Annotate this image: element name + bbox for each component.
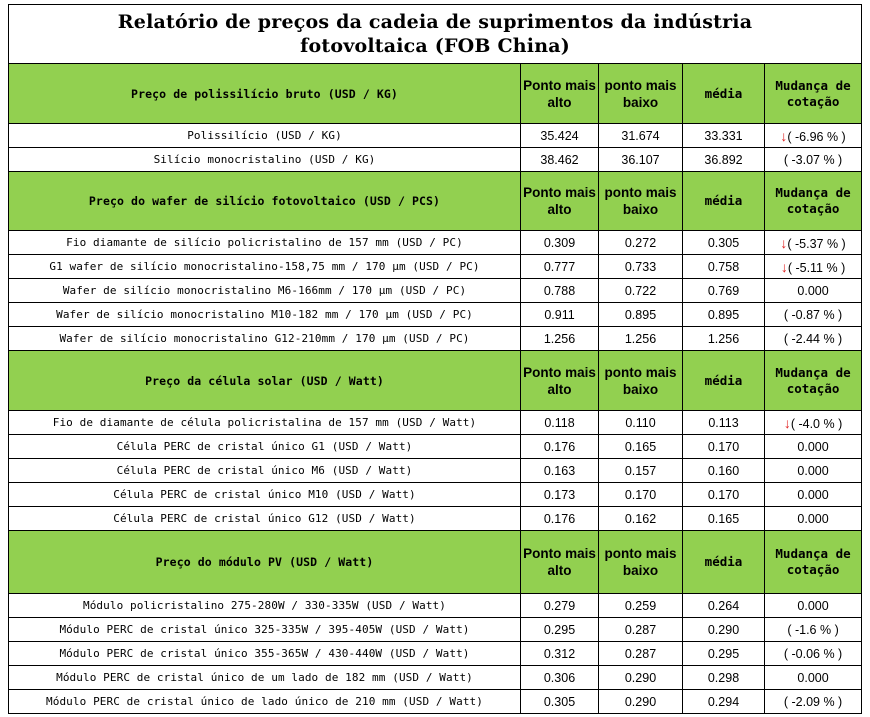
section-label: Preço do wafer de silício fotovoltaico (USD / PCS) <box>9 172 521 231</box>
price-high: 0.305 <box>521 690 599 714</box>
product-name: Módulo PERC de cristal único 325-335W / 395-405W (USD / Watt) <box>9 618 521 642</box>
product-name: Módulo policristalino 275-280W / 330-335W (USD / Watt) <box>9 594 521 618</box>
price-change-value: 0.000 <box>797 670 829 685</box>
header-low: ponto mais baixo <box>599 172 683 231</box>
price-low: 36.107 <box>599 148 683 172</box>
table-row <box>9 411 862 435</box>
price-change <box>765 666 862 690</box>
price-average: 0.113 <box>683 411 765 435</box>
price-average: 0.295 <box>683 642 765 666</box>
price-high: 0.118 <box>521 411 599 435</box>
price-low: 31.674 <box>599 124 683 148</box>
section-label: Preço de polissilício bruto (USD / KG) <box>9 64 521 124</box>
header-average: média <box>683 172 765 231</box>
price-low: 0.110 <box>599 411 683 435</box>
price-high: 0.176 <box>521 435 599 459</box>
header-high: Ponto mais alto <box>521 64 599 124</box>
price-low: 0.259 <box>599 594 683 618</box>
table-row <box>9 594 862 618</box>
product-name: Célula PERC de cristal único G1 (USD / Watt) <box>9 435 521 459</box>
price-average: 0.170 <box>683 435 765 459</box>
product-name: Célula PERC de cristal único G12 (USD / Watt) <box>9 507 521 531</box>
table-row <box>9 124 862 148</box>
price-low: 0.290 <box>599 690 683 714</box>
table-row <box>9 618 862 642</box>
price-high: 0.295 <box>521 618 599 642</box>
header-change: Mudança de cotação <box>765 172 862 231</box>
price-high: 0.788 <box>521 279 599 303</box>
price-change <box>765 459 862 483</box>
product-name: Wafer de silício monocristalino G12-210mm / 170 μm (USD / PC) <box>9 327 521 351</box>
product-name: Polissilício (USD / KG) <box>9 124 521 148</box>
price-average: 0.305 <box>683 231 765 255</box>
table-row <box>9 279 862 303</box>
price-change <box>765 435 862 459</box>
product-name: Wafer de silício monocristalino M10-182 mm / 170 μm (USD / PC) <box>9 303 521 327</box>
header-average: média <box>683 64 765 124</box>
arrow-down-icon: ↓ <box>783 414 791 431</box>
product-name: Célula PERC de cristal único M6 (USD / Watt) <box>9 459 521 483</box>
table-row <box>9 690 862 714</box>
section-header-row <box>9 351 862 411</box>
price-low: 0.733 <box>599 255 683 279</box>
price-change <box>765 279 862 303</box>
price-low: 0.272 <box>599 231 683 255</box>
price-high: 0.176 <box>521 507 599 531</box>
price-change <box>765 303 862 327</box>
header-low: ponto mais baixo <box>599 64 683 124</box>
report-title-line1: Relatório de preços da cadeia de suprimentos da indústria <box>117 11 753 33</box>
price-average: 0.165 <box>683 507 765 531</box>
product-name: Wafer de silício monocristalino M6-166mm / 170 μm (USD / PC) <box>9 279 521 303</box>
price-change <box>765 327 862 351</box>
price-change-value: ( -0.87 % ) <box>783 307 843 322</box>
price-change-value: ( -2.44 % ) <box>783 331 843 346</box>
price-low: 0.165 <box>599 435 683 459</box>
price-change-value: ( -3.07 % ) <box>783 152 843 167</box>
table-row <box>9 483 862 507</box>
header-low: ponto mais baixo <box>599 351 683 411</box>
price-low: 1.256 <box>599 327 683 351</box>
price-change <box>765 618 862 642</box>
price-average: 0.294 <box>683 690 765 714</box>
product-name: Fio diamante de silício policristalino de 157 mm (USD / PC) <box>9 231 521 255</box>
price-change <box>765 690 862 714</box>
price-low: 0.722 <box>599 279 683 303</box>
price-high: 0.309 <box>521 231 599 255</box>
price-change-value: ( -2.09 % ) <box>783 694 843 709</box>
price-high: 0.163 <box>521 459 599 483</box>
section-header-row <box>9 64 862 124</box>
price-change <box>765 148 862 172</box>
price-change <box>765 231 862 255</box>
price-high: 0.306 <box>521 666 599 690</box>
price-change-value: 0.000 <box>797 511 829 526</box>
header-average: média <box>683 531 765 594</box>
price-average: 0.895 <box>683 303 765 327</box>
table-row <box>9 666 862 690</box>
price-high: 0.279 <box>521 594 599 618</box>
price-low: 0.162 <box>599 507 683 531</box>
arrow-down-icon: ↓ <box>780 234 788 251</box>
table-row <box>9 642 862 666</box>
header-low: ponto mais baixo <box>599 531 683 594</box>
table-row <box>9 459 862 483</box>
price-average: 0.160 <box>683 459 765 483</box>
price-high: 1.256 <box>521 327 599 351</box>
price-change-value: 0.000 <box>797 487 829 502</box>
section-label: Preço da célula solar (USD / Watt) <box>9 351 521 411</box>
price-change-value: ( -1.6 % ) <box>787 622 839 637</box>
section-header-row <box>9 172 862 231</box>
product-name: G1 wafer de silício monocristalino-158,75 mm / 170 μm (USD / PC) <box>9 255 521 279</box>
table-row <box>9 303 862 327</box>
price-average: 0.769 <box>683 279 765 303</box>
product-name: Módulo PERC de cristal único de lado único de 210 mm (USD / Watt) <box>9 690 521 714</box>
price-change <box>765 483 862 507</box>
price-average: 36.892 <box>683 148 765 172</box>
header-high: Ponto mais alto <box>521 172 599 231</box>
table-row <box>9 327 862 351</box>
price-report-table <box>8 4 862 714</box>
price-average: 1.256 <box>683 327 765 351</box>
price-change-value: ( -5.37 % ) <box>787 236 846 251</box>
price-change-value: ( -4.0 % ) <box>790 416 843 431</box>
price-high: 0.173 <box>521 483 599 507</box>
table-row <box>9 231 862 255</box>
section-label: Preço do módulo PV (USD / Watt) <box>9 531 521 594</box>
price-low: 0.287 <box>599 618 683 642</box>
price-average: 0.758 <box>683 255 765 279</box>
product-name: Módulo PERC de cristal único 355-365W / 430-440W (USD / Watt) <box>9 642 521 666</box>
header-change: Mudança de cotação <box>765 351 862 411</box>
header-high: Ponto mais alto <box>521 351 599 411</box>
product-name: Silício monocristalino (USD / KG) <box>9 148 521 172</box>
header-high: Ponto mais alto <box>521 531 599 594</box>
price-change-value: 0.000 <box>797 598 829 613</box>
price-low: 0.170 <box>599 483 683 507</box>
price-change <box>765 124 862 148</box>
price-change-value: ( -6.96 % ) <box>787 129 846 144</box>
arrow-down-icon: ↓ <box>780 127 788 144</box>
product-name: Célula PERC de cristal único M10 (USD / Watt) <box>9 483 521 507</box>
table-row <box>9 255 862 279</box>
price-low: 0.895 <box>599 303 683 327</box>
price-average: 0.264 <box>683 594 765 618</box>
report-title-line2: fotovoltaica (FOB China) <box>300 35 570 57</box>
price-change-value: ( -0.06 % ) <box>783 646 843 661</box>
price-change-value: 0.000 <box>797 439 829 454</box>
price-change <box>765 411 862 435</box>
table-row <box>9 507 862 531</box>
price-change <box>765 642 862 666</box>
report-title <box>9 5 862 64</box>
price-high: 38.462 <box>521 148 599 172</box>
table-row <box>9 148 862 172</box>
header-average: média <box>683 351 765 411</box>
price-average: 0.298 <box>683 666 765 690</box>
price-low: 0.290 <box>599 666 683 690</box>
price-high: 0.911 <box>521 303 599 327</box>
product-name: Fio de diamante de célula policristalina de 157 mm (USD / Watt) <box>9 411 521 435</box>
header-change: Mudança de cotação <box>765 531 862 594</box>
section-header-row <box>9 531 862 594</box>
price-change <box>765 255 862 279</box>
price-average: 0.170 <box>683 483 765 507</box>
header-change: Mudança de cotação <box>765 64 862 124</box>
table-row <box>9 435 862 459</box>
price-low: 0.287 <box>599 642 683 666</box>
price-high: 0.777 <box>521 255 599 279</box>
price-change-value: 0.000 <box>797 463 829 478</box>
product-name: Módulo PERC de cristal único de um lado de 182 mm (USD / Watt) <box>9 666 521 690</box>
price-low: 0.157 <box>599 459 683 483</box>
price-change-value: 0.000 <box>797 283 829 298</box>
price-average: 0.290 <box>683 618 765 642</box>
price-average: 33.331 <box>683 124 765 148</box>
price-high: 35.424 <box>521 124 599 148</box>
price-change <box>765 594 862 618</box>
arrow-down-icon: ↓ <box>780 258 788 275</box>
price-high: 0.312 <box>521 642 599 666</box>
price-change-value: ( -5.11 % ) <box>787 260 846 275</box>
price-change <box>765 507 862 531</box>
